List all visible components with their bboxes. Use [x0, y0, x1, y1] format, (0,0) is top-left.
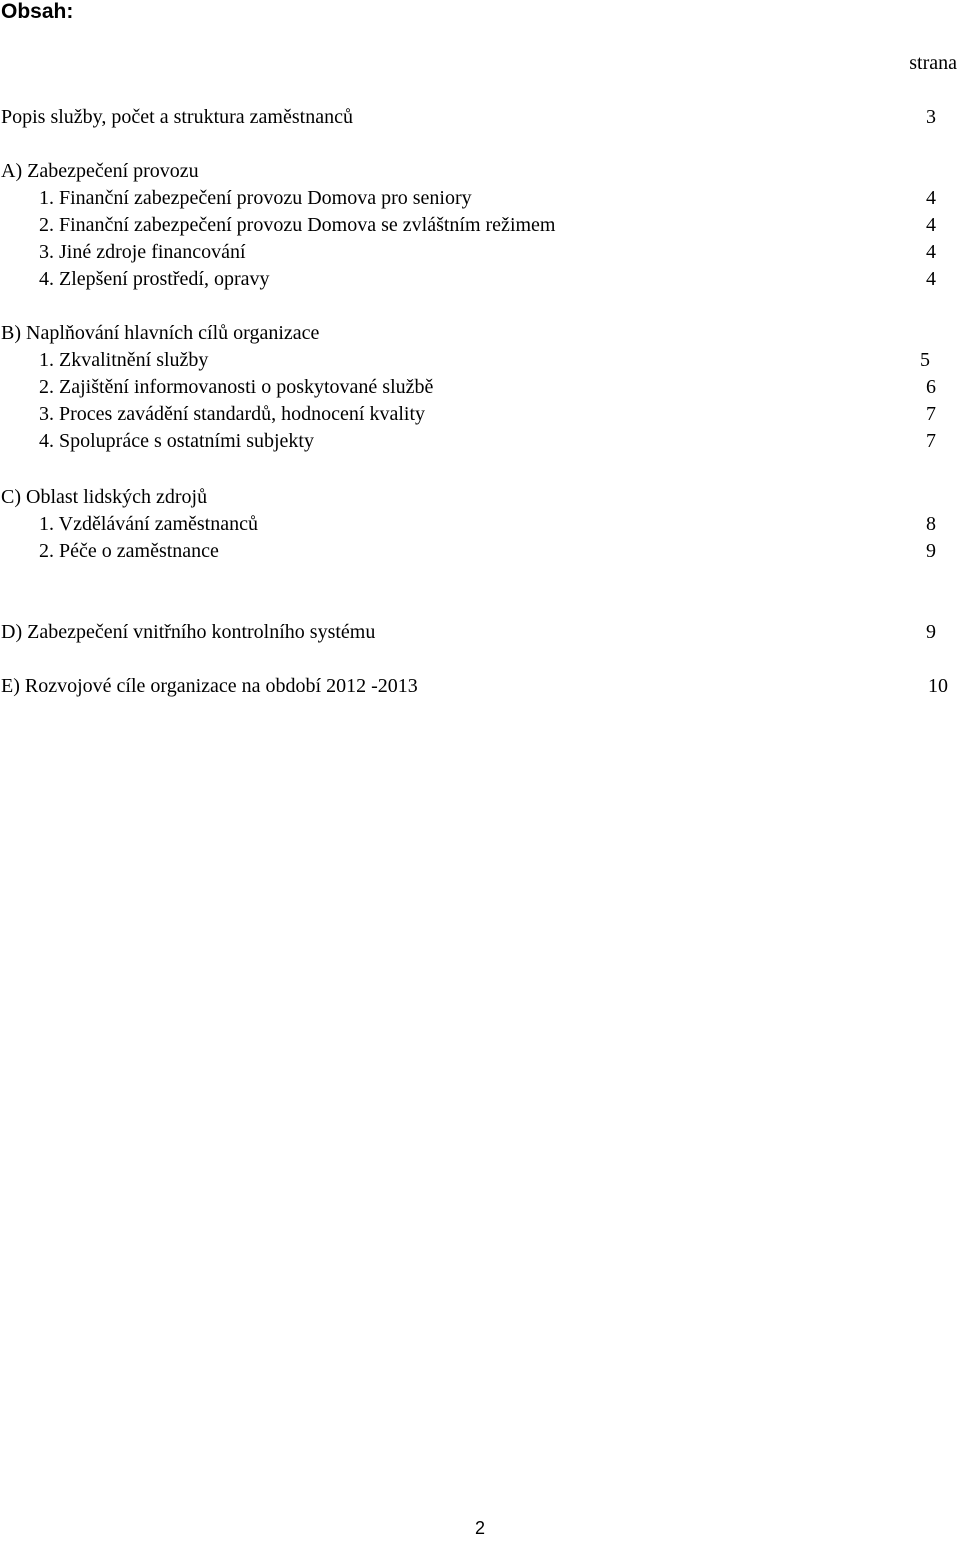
toc-entry-page-number: 6 — [926, 376, 936, 398]
toc-entry — [0, 484, 960, 511]
toc-entry-label: B) Naplňování hlavních cílů organizace — [1, 322, 320, 344]
toc-entry — [0, 185, 960, 212]
toc-entry-label: D) Zabezpečení vnitřního kontrolního systému — [1, 621, 376, 643]
toc-entry-label: 4. Spolupráce s ostatními subjekty — [39, 430, 314, 452]
toc-entry — [0, 104, 960, 131]
toc-entry — [0, 347, 960, 374]
toc-entry-page-number: 10 — [928, 675, 948, 697]
toc-entry-label: 2. Péče o zaměstnance — [39, 540, 219, 562]
toc-entry — [0, 428, 960, 455]
toc-entry — [0, 401, 960, 428]
toc-entry-page-number: 8 — [926, 513, 936, 535]
toc-entry — [0, 158, 960, 185]
page-column-label: strana — [909, 52, 957, 74]
toc-entry — [0, 538, 960, 565]
toc-entry-page-number: 7 — [926, 430, 936, 452]
footer-page-number: 2 — [474, 1518, 485, 1538]
toc-entry-label: 2. Finanční zabezpečení provozu Domova se zvláštním režimem — [39, 214, 556, 236]
toc-heading: Obsah: — [1, 0, 74, 23]
toc-entry-label: 2. Zajištění informovanosti o poskytované službě — [39, 376, 434, 398]
toc-entry-label: E) Rozvojové cíle organizace na období 2012 -2013 — [1, 675, 418, 697]
toc-entry — [0, 511, 960, 538]
toc-entry-label: 3. Proces zavádění standardů, hodnocení kvality — [39, 403, 425, 425]
toc-entry-label: A) Zabezpečení provozu — [1, 160, 199, 182]
toc-entry — [0, 266, 960, 293]
toc-entry-page-number: 9 — [926, 621, 936, 643]
toc-entry — [0, 619, 960, 646]
toc-entry-page-number: 4 — [926, 187, 936, 209]
toc-entry — [0, 239, 960, 266]
toc-entry — [0, 673, 960, 700]
toc-entry — [0, 374, 960, 401]
toc-entry-label: 1. Vzdělávání zaměstnanců — [39, 513, 258, 535]
toc-entry-label: 4. Zlepšení prostředí, opravy — [39, 268, 270, 290]
toc-entry — [0, 212, 960, 239]
toc-entry-page-number: 7 — [926, 403, 936, 425]
toc-entry-page-number: 4 — [926, 241, 936, 263]
toc-entry-page-number: 4 — [926, 268, 936, 290]
toc-entry — [0, 320, 960, 347]
toc-entry-page-number: 9 — [926, 540, 936, 562]
toc-entry-page-number: 4 — [926, 214, 936, 236]
toc-entry-label: 1. Finanční zabezpečení provozu Domova pro seniory — [39, 187, 472, 209]
toc-entry-label: 1. Zkvalitnění služby — [39, 349, 209, 371]
toc-entry-label: 3. Jiné zdroje financování — [39, 241, 246, 263]
toc-entry-label: C) Oblast lidských zdrojů — [1, 486, 208, 508]
toc-entry-label: Popis služby, počet a struktura zaměstnanců — [1, 106, 353, 128]
toc-entry-page-number: 3 — [926, 106, 936, 128]
toc-entry-page-number: 5 — [920, 349, 930, 371]
